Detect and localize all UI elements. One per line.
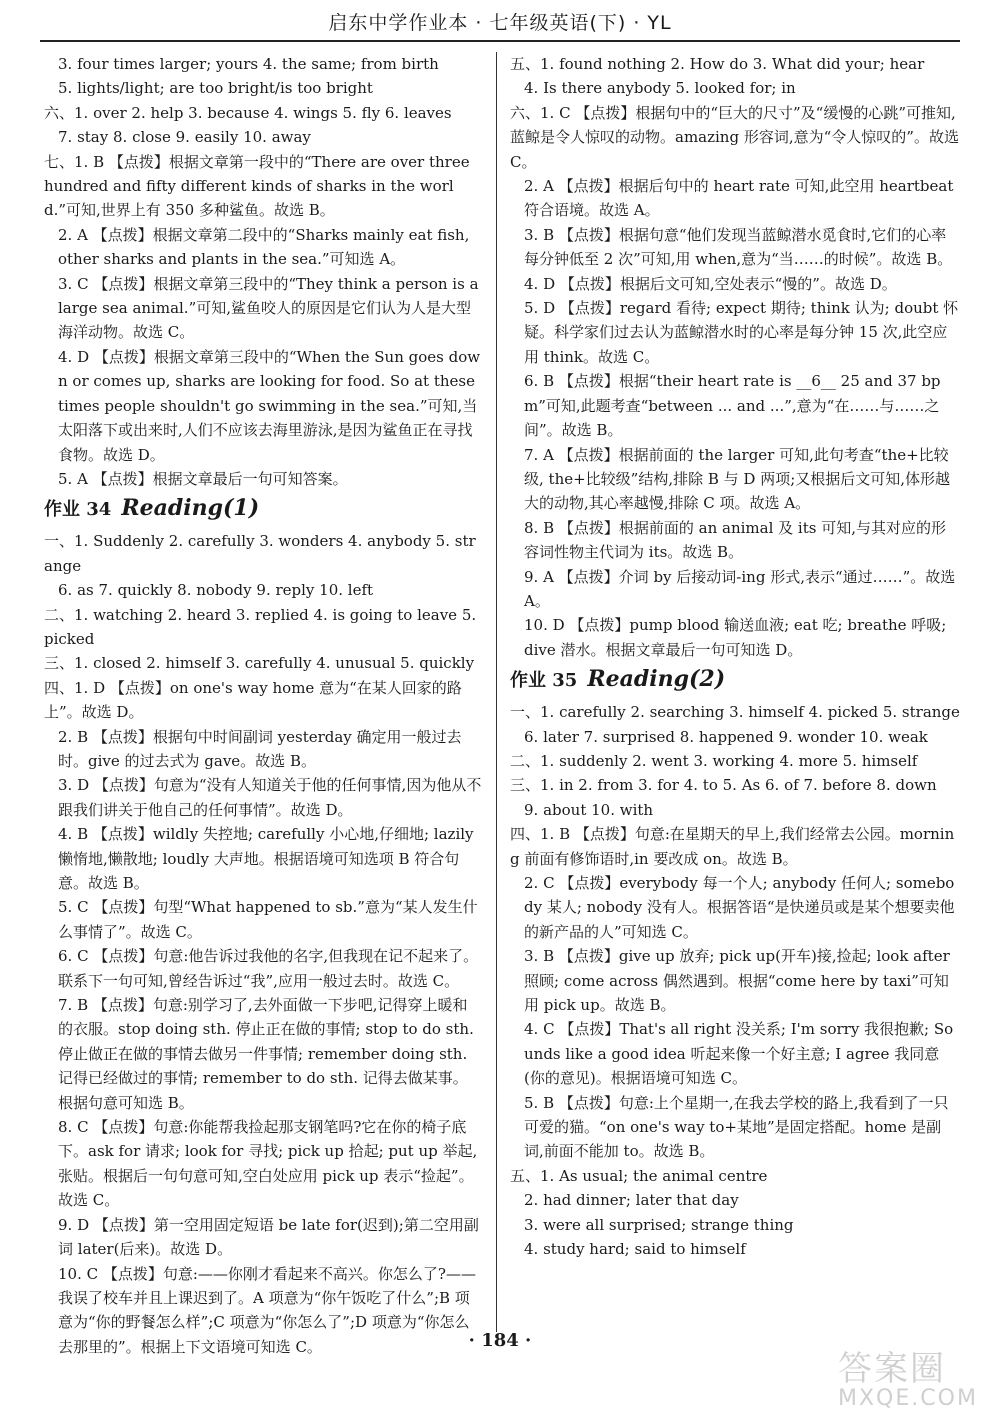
answer-line: 六、1. over 2. help 3. because 4. wings 5. fly 6. leaves [44,103,452,122]
answer-line: 四、1. D 【点拨】on one's way home 意为“在某人回家的路上”。故选 D。 [44,678,462,722]
answer-line: 七、1. B 【点拨】根据文章第一段中的“There are over three hundred and fifty different kinds of sharks in the world.”可知,世界上有 350 多种鲨鱼。故选 B。 [44,152,470,220]
answer-line: 7. stay 8. close 9. easily 10. away [58,128,311,147]
answer-line: 3. were all surprised; strange thing [524,1215,794,1234]
answer-line: 六、1. C 【点拨】根据句中的“巨大的尺寸”及“缓慢的心跳”可推知,蓝鲸是令人惊叹的动物。amazing 形容词,意为“令人惊叹的”。故选 C。 [510,103,959,171]
answer-line: 10. D 【点拨】pump blood 输送血液; eat 吃; breathe 呼吸; dive 潜水。根据文章最后一句可知选 D。 [524,616,947,659]
answer-line: 6. C 【点拨】句意:他告诉过我他的名字,但我现在记不起来了。联系下一句可知,曾经告诉过“我”,应用一般过去时。故选 C。 [58,947,479,990]
answer-line: 三、1. closed 2. himself 3. carefully 4. unusual 5. quickly [44,654,475,673]
page-number: · 184 · [468,1330,532,1351]
watermark-logo [838,1350,988,1410]
answer-line: 3. four times larger; yours 4. the same; from birth [58,55,439,73]
left-column [44,52,482,1359]
answer-line: 6. later 7. surprised 8. happened 9. wonder 10. weak [524,727,928,746]
answer-line: 8. B 【点拨】根据前面的 an animal 及 its 可知,与其对应的形容词性物主代词为 its。故选 B。 [524,518,946,562]
answer-line: 3. B 【点拨】give up 放弃; pick up(开车)接,捡起; look after 照顾; come across 偶然遇到。根据“come here by taxi”可知用 pick up。故选 B。 [524,947,950,1015]
answer-line: 4. Is there anybody 5. looked for; in [524,79,796,98]
answer-line: 10. C 【点拨】句意:——你刚才看起来不高兴。你怎么了?——我误了校车并且上课迟到了。A 项意为“你午饭吃了什么”;B 项意为“你的野餐怎么样”;C 项意为“你怎么了”;D 项意为“你怎么去那里的”。根据上下文语境可知选 C。 [58,1264,476,1356]
answer-line: 7. B 【点拨】句意:别学习了,去外面做一下步吧,记得穿上暖和的衣服。stop doing sth. 停止正在做的事情; stop to do sth. 停止做正在做的事情去做另一件事情; remember doing sth. 记得已经做过的事情; remember to do sth. 记得去做某事。根据句意可知选 B。 [58,996,474,1112]
answer-line: 6. B 【点拨】根据“their heart rate is __6__ 25 and 37 bpm”可知,此题考查“between ... and ...”,意为“在……与……之间”。故选 B。 [524,372,941,440]
answer-line: 二、1. suddenly 2. went 3. working 4. more 5. himself [510,751,918,770]
answer-line: 7. A 【点拨】根据前面的 the larger 可知,此句考查“the+比较级, the+比较级”结构,排除 B 与 D 两项;又根据后文可知,体形越大的动物,其心率越慢,排除 C 项。故选 A。 [524,445,951,513]
answer-line: 5. B 【点拨】句意:上个星期一,在我去学校的路上,我看到了一只可爱的猫。“on one's way to+某地”是固定搭配。home 是副词,前面不能加 to。故选 B。 [524,1093,949,1161]
answer-line: 2. C 【点拨】everybody 每一个人; anybody 任何人; somebody 某人; nobody 没有人。根据答语“是快递员或是某个想要卖他的新产品的人”可知选 C。 [524,874,955,941]
section-title [510,664,960,696]
answer-line: 一、1. carefully 2. searching 3. himself 4. picked 5. strange [510,703,960,722]
answer-line: 9. about 10. with [524,800,654,819]
answer-line: 5. C 【点拨】句型“What happened to sb.”意为“某人发生什么事情了”。故选 C。 [58,898,478,941]
column-divider [496,52,497,1332]
answer-line: 2. A 【点拨】根据后句中的 heart rate 可知,此空用 heartbeat 符合语境。故选 A。 [524,177,954,220]
answer-line: 6. as 7. quickly 8. nobody 9. reply 10. left [58,581,374,600]
answer-line: 3. B 【点拨】根据句意“他们发现当蓝鲸潜水觅食时,它们的心率每分钟低至 2 次”可知,用 when,意为“当……的时候”。故选 B。 [524,225,953,269]
watermark-seal-text: 答案圈 [838,1349,946,1389]
answer-line: 一、1. Suddenly 2. carefully 3. wonders 4. anybody 5. strange [44,532,476,575]
answer-line: 二、1. watching 2. heard 3. replied 4. is going to leave 5. picked [44,605,477,648]
answer-line: 五、1. As usual; the animal centre [510,1166,768,1185]
answer-line: 2. B 【点拨】根据句中时间副词 yesterday 确定用一般过去时。give 的过去式为 gave。故选 B。 [58,727,462,770]
answer-line: 三、1. in 2. from 3. for 4. to 5. As 6. of 7. before 8. down [510,776,937,795]
section-number: 作业 34 [44,499,112,521]
answer-line: 8. C 【点拨】句意:你能帮我捡起那支钢笔吗?它在你的椅子底下。ask for 请求; look for 寻找; pick up 拾起; put up 举起,张贴。根据后一句句意可知,空白处应用 pick up 表示“捡起”。故选 C。 [58,1118,478,1210]
answer-line: 3. C 【点拨】根据文章第三段中的“They think a person is a large sea animal.”可知,鲨鱼咬人的原因是它们认为人是大型海洋动物。故选 C。 [58,274,479,342]
section-number: 作业 35 [510,670,578,692]
section-heading: Reading(1) [121,495,260,522]
section-heading: Reading(2) [587,666,726,693]
answer-line: 9. D 【点拨】第一空用固定短语 be late for(迟到);第二空用副词 later(后来)。故选 D。 [58,1215,479,1259]
answer-line: 9. A 【点拨】介词 by 后接动词-ing 形式,表示“通过……”。故选 A。 [524,567,956,610]
page-header [40,6,960,42]
answer-line: 5. D 【点拨】regard 看待; expect 期待; think 认为; doubt 怀疑。科学家们过去认为蓝鲸潜水时的心率是每分钟 15 次,此空应用 think。故选 C。 [524,299,959,366]
answer-line: 2. A 【点拨】根据文章第二段中的“Sharks mainly eat fish, other sharks and plants in the sea.”可知选 A。 [58,225,470,269]
answer-line: 2. had dinner; later that day [524,1191,739,1210]
section-title [44,493,482,525]
answer-line: 五、1. found nothing 2. How do 3. What did your; hear [510,55,925,73]
right-column [510,52,960,1262]
book-title: 启东中学作业本 · 七年级英语(下) · YL [328,12,672,34]
answer-line: 4. study hard; said to himself [524,1240,746,1259]
answer-line: 4. B 【点拨】wildly 失控地; carefully 小心地,仔细地; lazily 懒惰地,懒散地; loudly 大声地。根据语境可知选项 B 符合句意。故选 B。 [58,825,474,892]
watermark-site-text: MXQE.COM [838,1386,978,1411]
answer-line: 5. A 【点拨】根据文章最后一句可知答案。 [58,469,348,488]
answer-line: 4. D 【点拨】根据后文可知,空处表示“慢的”。故选 D。 [524,274,897,293]
answer-line: 5. lights/light; are too bright/is too bright [58,79,373,98]
answer-line: 四、1. B 【点拨】句意:在星期天的早上,我们经常去公园。morning 前面有修饰语时,in 要改成 on。故选 B。 [510,825,955,868]
answer-line: 3. D 【点拨】句意为“没有人知道关于他的任何事情,因为他从不跟我们讲关于他自己的任何事情”。故选 D。 [58,776,482,819]
answer-line: 4. C 【点拨】That's all right 没关系; I'm sorry 我很抱歉; Sounds like a good idea 听起来像一个好主意; I agree 我同意(你的意见)。根据语境可知选 C。 [524,1020,954,1088]
answer-line: 4. D 【点拨】根据文章第三段中的“When the Sun goes down or comes up, sharks are looking for food. So at these times people shouldn't go swimming in the sea.”可知,当太阳落下或出来时,人们不应该去海里游泳,是因为鲨鱼正在寻找食物。故选 D。 [58,347,481,464]
